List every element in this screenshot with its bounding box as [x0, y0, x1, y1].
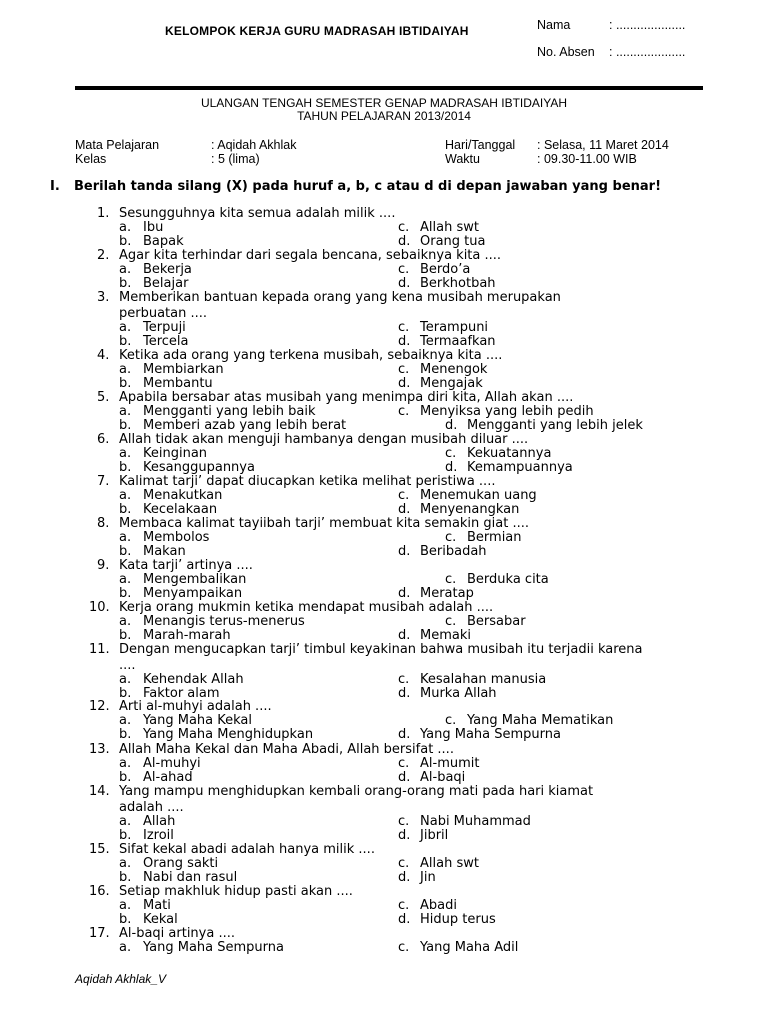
- question-text: Al-baqi artinya ....: [119, 926, 235, 941]
- question-text: Allah tidak akan menguji hambanya dengan musibah diluar ....: [119, 432, 529, 447]
- option-d-letter: d.: [398, 870, 411, 885]
- option-a: Keinginan: [143, 446, 208, 461]
- option-b: Menyampaikan: [143, 586, 243, 601]
- option-b: Al-ahad: [143, 770, 193, 785]
- option-b-letter: b.: [119, 376, 132, 391]
- option-b-letter: b.: [119, 770, 132, 785]
- option-a: Menakutkan: [143, 488, 223, 503]
- question-text: Allah Maha Kekal dan Maha Abadi, Allah bersifat ....: [119, 742, 454, 757]
- option-a: Yang Maha Kekal: [143, 713, 253, 728]
- option-b: Yang Maha Menghidupkan: [143, 727, 314, 742]
- nama-label: Nama: [537, 18, 571, 32]
- option-b-letter: b.: [119, 727, 132, 742]
- option-d: Murka Allah: [420, 686, 497, 701]
- option-c: Bersabar: [467, 614, 526, 629]
- option-c-letter: c.: [398, 220, 410, 235]
- kelas-value: : 5 (lima): [211, 152, 260, 166]
- option-c-letter: c.: [398, 672, 410, 687]
- option-c: Kesalahan manusia: [420, 672, 547, 687]
- option-b-letter: b.: [119, 460, 132, 475]
- option-b: Membantu: [143, 376, 213, 391]
- option-a-letter: a.: [119, 362, 132, 377]
- question-number: 11.: [89, 642, 110, 657]
- option-c: Berduka cita: [467, 572, 549, 587]
- option-d: Orang tua: [420, 234, 486, 249]
- option-c-letter: c.: [445, 614, 457, 629]
- option-d-letter: d.: [445, 460, 458, 475]
- question-number: 2.: [97, 248, 110, 263]
- absen-label: No. Absen: [537, 45, 595, 59]
- option-a-letter: a.: [119, 814, 132, 829]
- option-c: Menyiksa yang lebih pedih: [420, 404, 594, 419]
- kelas-label: Kelas: [75, 152, 107, 166]
- group-title: KELOMPOK KERJA GURU MADRASAH IBTIDAIYAH: [165, 24, 469, 38]
- option-c: Berdo’a: [420, 262, 471, 277]
- option-d: Berkhotbah: [420, 276, 496, 291]
- option-a: Membolos: [143, 530, 210, 545]
- option-b-letter: b.: [119, 502, 132, 517]
- question-text: Setiap makhluk hidup pasti akan ....: [119, 884, 353, 899]
- option-b-letter: b.: [119, 828, 132, 843]
- option-d: Mengganti yang lebih jelek: [467, 418, 643, 433]
- question-text: ....: [119, 658, 136, 673]
- option-a-letter: a.: [119, 898, 132, 913]
- question-number: 5.: [97, 390, 110, 405]
- option-c-letter: c.: [398, 756, 410, 771]
- option-a-letter: a.: [119, 756, 132, 771]
- option-d: Meratap: [420, 586, 474, 601]
- option-d-letter: d.: [398, 912, 411, 927]
- page-footer: Aqidah Akhlak_V: [75, 972, 166, 986]
- section-text: Berilah tanda silang (X) pada huruf a, b, c atau d di depan jawaban yang benar!: [74, 179, 661, 194]
- option-c-letter: c.: [445, 446, 457, 461]
- option-c-letter: c.: [398, 320, 410, 335]
- option-c: Yang Maha Adil: [420, 940, 519, 955]
- hari-value: : Selasa, 11 Maret 2014: [537, 138, 669, 152]
- option-a: Kehendak Allah: [143, 672, 244, 687]
- option-d-letter: d.: [398, 770, 411, 785]
- option-b-letter: b.: [119, 334, 132, 349]
- question-text: Memberikan bantuan kepada orang yang kena musibah merupakan: [119, 290, 561, 305]
- option-b-letter: b.: [119, 686, 132, 701]
- option-b: Kesanggupannya: [143, 460, 255, 475]
- absen-value: : ....................: [609, 45, 686, 59]
- waktu-label: Waktu: [445, 152, 480, 166]
- option-d-letter: d.: [398, 502, 411, 517]
- question-number: 14.: [89, 784, 110, 799]
- option-d: Jibril: [420, 828, 449, 843]
- option-c: Nabi Muhammad: [420, 814, 531, 829]
- option-a-letter: a.: [119, 262, 132, 277]
- option-b: Belajar: [143, 276, 189, 291]
- option-c-letter: c.: [398, 856, 410, 871]
- question-text: adalah ....: [119, 800, 184, 815]
- question-number: 6.: [97, 432, 110, 447]
- option-a-letter: a.: [119, 572, 132, 587]
- option-c: Allah swt: [420, 220, 479, 235]
- option-a: Mati: [143, 898, 171, 913]
- question-number: 17.: [89, 926, 110, 941]
- option-a: Bekerja: [143, 262, 192, 277]
- question-number: 7.: [97, 474, 110, 489]
- question-text: Arti al-muhyi adalah ....: [119, 699, 272, 714]
- option-b-letter: b.: [119, 586, 132, 601]
- question-text: Kalimat tarji’ dapat diucapkan ketika melihat peristiwa ....: [119, 474, 496, 489]
- option-d: Yang Maha Sempurna: [420, 727, 561, 742]
- option-a: Menangis terus-menerus: [143, 614, 305, 629]
- option-d-letter: d.: [398, 234, 411, 249]
- question-number: 15.: [89, 842, 110, 857]
- option-c-letter: c.: [398, 262, 410, 277]
- option-a-letter: a.: [119, 320, 132, 335]
- option-a-letter: a.: [119, 446, 132, 461]
- option-b: Marah-marah: [143, 628, 231, 643]
- option-d: Menyenangkan: [420, 502, 520, 517]
- header-divider: [75, 86, 703, 90]
- option-c: Kekuatannya: [467, 446, 552, 461]
- option-b-letter: b.: [119, 276, 132, 291]
- question-number: 12.: [89, 699, 110, 714]
- option-a: Mengganti yang lebih baik: [143, 404, 316, 419]
- option-c-letter: c.: [445, 530, 457, 545]
- question-number: 8.: [97, 516, 110, 531]
- option-b-letter: b.: [119, 418, 132, 433]
- option-d: Memaki: [420, 628, 471, 643]
- option-b-letter: b.: [119, 628, 132, 643]
- option-d-letter: d.: [398, 586, 411, 601]
- option-b: Memberi azab yang lebih berat: [143, 418, 347, 433]
- option-b: Kekal: [143, 912, 178, 927]
- option-c-letter: c.: [398, 488, 410, 503]
- option-c: Bermian: [467, 530, 522, 545]
- option-d-letter: d.: [398, 276, 411, 291]
- option-a-letter: a.: [119, 488, 132, 503]
- question-number: 4.: [97, 348, 110, 363]
- question-text: Sifat kekal abadi adalah hanya milik ....: [119, 842, 375, 857]
- option-d: Al-baqi: [420, 770, 466, 785]
- question-text: perbuatan ....: [119, 306, 208, 321]
- question-text: Sesungguhnya kita semua adalah milik ....: [119, 206, 396, 221]
- option-c: Allah swt: [420, 856, 479, 871]
- option-d: Hidup terus: [420, 912, 496, 927]
- option-c-letter: c.: [445, 572, 457, 587]
- question-text: Dengan mengucapkan tarji’ timbul keyakinan bahwa musibah itu terjadii karena: [119, 642, 643, 657]
- question-number: 16.: [89, 884, 110, 899]
- option-b-letter: b.: [119, 912, 132, 927]
- option-d: Kemampuannya: [467, 460, 573, 475]
- option-c: Abadi: [420, 898, 457, 913]
- option-c: Al-mumit: [420, 756, 480, 771]
- section-number: I.: [50, 179, 60, 194]
- waktu-value: : 09.30-11.00 WIB: [537, 152, 637, 166]
- option-b-letter: b.: [119, 234, 132, 249]
- mapel-label: Mata Pelajaran: [75, 138, 160, 152]
- option-a-letter: a.: [119, 530, 132, 545]
- question-text: Yang mampu menghidupkan kembali orang-orang mati pada hari kiamat: [119, 784, 594, 799]
- question-number: 1.: [97, 206, 110, 221]
- option-c-letter: c.: [398, 404, 410, 419]
- option-a-letter: a.: [119, 672, 132, 687]
- option-d-letter: d.: [398, 544, 411, 559]
- option-d-letter: d.: [398, 376, 411, 391]
- option-d-letter: d.: [398, 686, 411, 701]
- option-c-letter: c.: [445, 713, 457, 728]
- question-text: Ketika ada orang yang terkena musibah, sebaiknya kita ....: [119, 348, 503, 363]
- option-a-letter: a.: [119, 220, 132, 235]
- question-text: Kerja orang mukmin ketika mendapat musibah adalah ....: [119, 600, 494, 615]
- option-c: Menemukan uang: [420, 488, 537, 503]
- option-b: Izroil: [143, 828, 174, 843]
- exam-year: TAHUN PELAJARAN 2013/2014: [297, 109, 471, 123]
- option-a: Yang Maha Sempurna: [143, 940, 284, 955]
- option-d: Mengajak: [420, 376, 483, 391]
- option-d-letter: d.: [398, 727, 411, 742]
- option-c-letter: c.: [398, 362, 410, 377]
- option-b-letter: b.: [119, 870, 132, 885]
- question-text: Kata tarji’ artinya ....: [119, 558, 253, 573]
- question-text: Apabila bersabar atas musibah yang menimpa diri kita, Allah akan ....: [119, 390, 574, 405]
- option-d: Termaafkan: [420, 334, 496, 349]
- option-b: Kecelakaan: [143, 502, 218, 517]
- option-b-letter: b.: [119, 544, 132, 559]
- option-c-letter: c.: [398, 940, 410, 955]
- option-a: Mengembalikan: [143, 572, 247, 587]
- question-number: 3.: [97, 290, 110, 305]
- option-d-letter: d.: [398, 628, 411, 643]
- option-c-letter: c.: [398, 898, 410, 913]
- option-b: Faktor alam: [143, 686, 220, 701]
- option-a-letter: a.: [119, 404, 132, 419]
- option-a-letter: a.: [119, 856, 132, 871]
- option-d-letter: d.: [445, 418, 458, 433]
- option-d-letter: d.: [398, 334, 411, 349]
- option-c: Yang Maha Mematikan: [467, 713, 614, 728]
- option-c: Menengok: [420, 362, 488, 377]
- option-a: Ibu: [143, 220, 164, 235]
- question-number: 9.: [97, 558, 110, 573]
- option-d-letter: d.: [398, 828, 411, 843]
- exam-title: ULANGAN TENGAH SEMESTER GENAP MADRASAH IBTIDAIYAH: [200, 96, 568, 110]
- option-a: Allah: [143, 814, 176, 829]
- option-a-letter: a.: [119, 940, 132, 955]
- option-a: Membiarkan: [143, 362, 224, 377]
- option-c: Terampuni: [420, 320, 489, 335]
- option-b: Bapak: [143, 234, 184, 249]
- option-b: Makan: [143, 544, 186, 559]
- option-a-letter: a.: [119, 713, 132, 728]
- option-a-letter: a.: [119, 614, 132, 629]
- option-d: Jin: [420, 870, 436, 885]
- question-text: Membaca kalimat tayiibah tarji’ membuat kita semakin giat ....: [119, 516, 530, 531]
- option-c-letter: c.: [398, 814, 410, 829]
- option-a: Orang sakti: [143, 856, 219, 871]
- option-a: Terpuji: [143, 320, 186, 335]
- mapel-value: : Aqidah Akhlak: [211, 138, 297, 152]
- option-d: Beribadah: [420, 544, 487, 559]
- option-b: Nabi dan rasul: [143, 870, 238, 885]
- option-a: Al-muhyi: [143, 756, 201, 771]
- nama-value: : ....................: [609, 18, 686, 32]
- question-text: Agar kita terhindar dari segala bencana, sebaiknya kita ....: [119, 248, 502, 263]
- question-number: 13.: [89, 742, 110, 757]
- option-b: Tercela: [143, 334, 189, 349]
- question-number: 10.: [89, 600, 110, 615]
- hari-label: Hari/Tanggal: [445, 138, 516, 152]
